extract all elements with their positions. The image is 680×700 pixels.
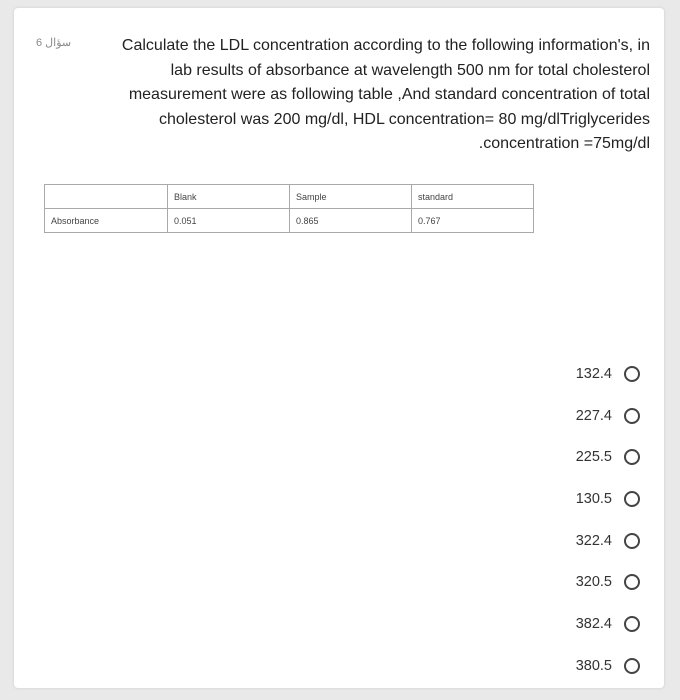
question-line: lab results of absorbance at wavelength 500 nm for total cholesterol: [170, 61, 650, 79]
option-label: 320.5: [575, 574, 612, 591]
table-cell: Absorbance: [45, 209, 168, 233]
question-line: measurement were as following table ,And standard concentration of total: [128, 86, 650, 103]
radio-button[interactable]: [624, 574, 640, 590]
option-label: 130.5: [575, 490, 612, 507]
answer-option[interactable]: [576, 603, 640, 645]
table-header-cell: [45, 185, 168, 209]
table-cell: 0.767: [412, 209, 534, 233]
table-cell: 0.865: [290, 209, 412, 233]
option-label: 225.5: [575, 449, 612, 466]
question-text: [104, 34, 650, 157]
answer-option[interactable]: [576, 478, 640, 520]
answer-options: [576, 353, 640, 687]
absorbance-table: [44, 184, 534, 233]
table-row: [45, 209, 534, 233]
table-header-cell: Sample: [290, 185, 412, 209]
answer-option[interactable]: [576, 353, 640, 395]
answer-option[interactable]: [576, 436, 640, 478]
question-line: .concentration =75mg/dl: [478, 135, 650, 152]
answer-option[interactable]: [576, 395, 640, 437]
radio-button[interactable]: [624, 658, 640, 674]
answer-option[interactable]: [576, 561, 640, 603]
question-number: سؤال 6: [36, 37, 72, 49]
radio-button[interactable]: [624, 616, 640, 632]
option-label: 322.4: [575, 532, 612, 549]
table-header-cell: Blank: [168, 185, 290, 209]
radio-button[interactable]: [624, 449, 640, 465]
option-label: 382.4: [575, 615, 612, 632]
radio-button[interactable]: [624, 491, 640, 507]
question-line: Calculate the LDL concentration according to the following information's, in: [121, 37, 650, 54]
table-header-cell: standard: [412, 185, 534, 209]
radio-button[interactable]: [624, 366, 640, 382]
radio-button[interactable]: [624, 408, 640, 424]
answer-option[interactable]: [576, 520, 640, 562]
table-cell: 0.051: [168, 209, 290, 233]
option-label: 132.4: [575, 365, 612, 382]
answer-option[interactable]: [576, 645, 640, 687]
question-card: [14, 8, 664, 688]
radio-button[interactable]: [624, 533, 640, 549]
question-line: cholesterol was 200 mg/dl, HDL concentration= 80 mg/dlTriglycerides: [158, 110, 650, 128]
option-label: 227.4: [575, 407, 612, 424]
table-header-row: [45, 185, 534, 209]
option-label: 380.5: [575, 657, 612, 674]
